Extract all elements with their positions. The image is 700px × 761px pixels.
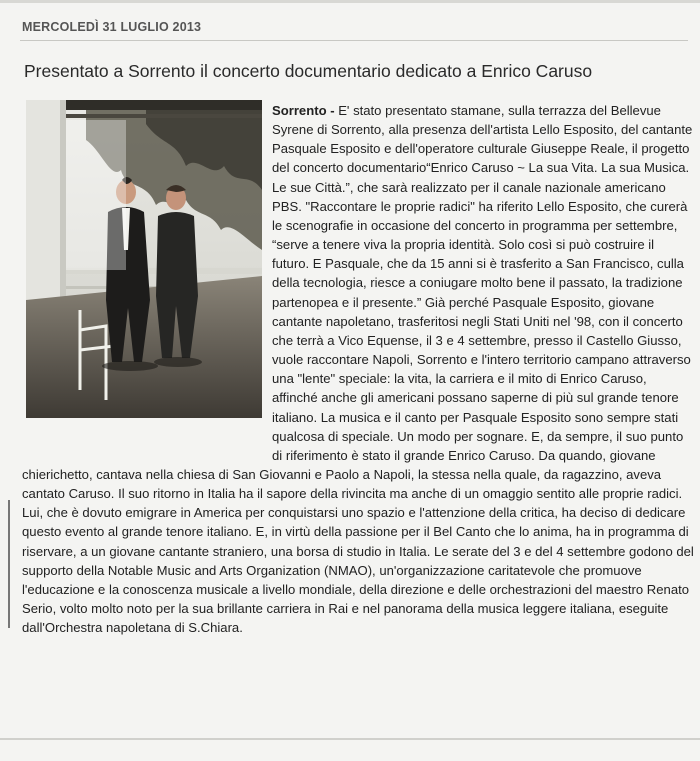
- bottom-rule: [0, 738, 700, 740]
- article-lead: Sorrento -: [272, 103, 339, 118]
- article-headline: Presentato a Sorrento il concerto documentario dedicato a Enrico Caruso: [24, 61, 593, 81]
- top-rule: [0, 0, 700, 3]
- margin-mark: [8, 500, 10, 628]
- article-body: [22, 101, 694, 721]
- article-paragraph: E' stato presentato stamane, sulla terrazza del Bellevue Syrene di Sorrento, alla presenza dell'artista Lello Esposito, del cantante Pasquale Esposito e dell'operatore culturale Giuseppe Reale, il progetto del concerto documentario“Enrico Caruso ~ La sua Vita. La sua Musica. Le sue Città.”, che sarà realizzato per il canale nazionale americano PBS. "Raccontare le proprie radici" ha riferito Lello Esposito, che curerà le scenografie in occasione del concerto in programma per settembre, “serve a tenere viva la propria identità. Solo così si può costruire il futuro. E Pasquale, che da 15 anni si è trasferito a San Francisco, culla della tecnologia, riesce a coniugare molto bene il passato, la tradizione partenopea e il presente.” Già perché Pasquale Esposito, giovane cantante napoletano, trasferitosi negli Stati Uniti nel '98, con il concerto che terrà a Vico Equense, il 3 e 4 settembre, presso il Castello Giusso, vuole raccontare Napoli, Sorrento e l'intero territorio campano attraverso una "lente" speciale: la vita, la carriera e il mito di Enrico Caruso, affinché anche gli americani possano saperne di più sul grande tenore italiano. La musica e il canto per Pasquale Esposito sono sempre stati qualcosa di speciale. Un modo per sognare. E, da sempre, il suo punto di riferimento è stato il grande Enrico Caruso. Da quando, giovane chierichetto, cantava nella chiesa di San Giovanni e Paolo a Napoli, la stessa nella quale, da ragazzino, aveva cantato Caruso. Il suo ritorno in Italia ha il sapore della rivincita ma anche di un omaggio sentito alle proprie radici. Lui, che è dovuto emigrare in America per conquistarsi uno spazio e l'attenzione della critica, ha deciso di dedicare questo evento al grande tenore italiano. E, in virtù della passione per il Bel Canto che lo anima, ha in programma di riservare, a un giovane cantante straniero, una borsa di studio in Italia. Le serate del 3 e del 4 settembre godono del supporto della Notable Music and Arts Organization (NMAO), un'organizzazione caritatevole che promuove l'educazione e la conoscenza musicale a livello mondiale, della direzione e delle orchestrazioni del maestro Renato Serio, volto molto noto per la sua brillante carriera in Rai e nel panorama della musica leggere italiana, eseguite dall'Orchestra napoletana di S.Chiara.: [22, 103, 694, 636]
- publication-date: MERCOLEDÌ 31 LUGLIO 2013: [22, 20, 202, 34]
- photo-spacer: [22, 101, 272, 455]
- date-divider: [20, 40, 688, 41]
